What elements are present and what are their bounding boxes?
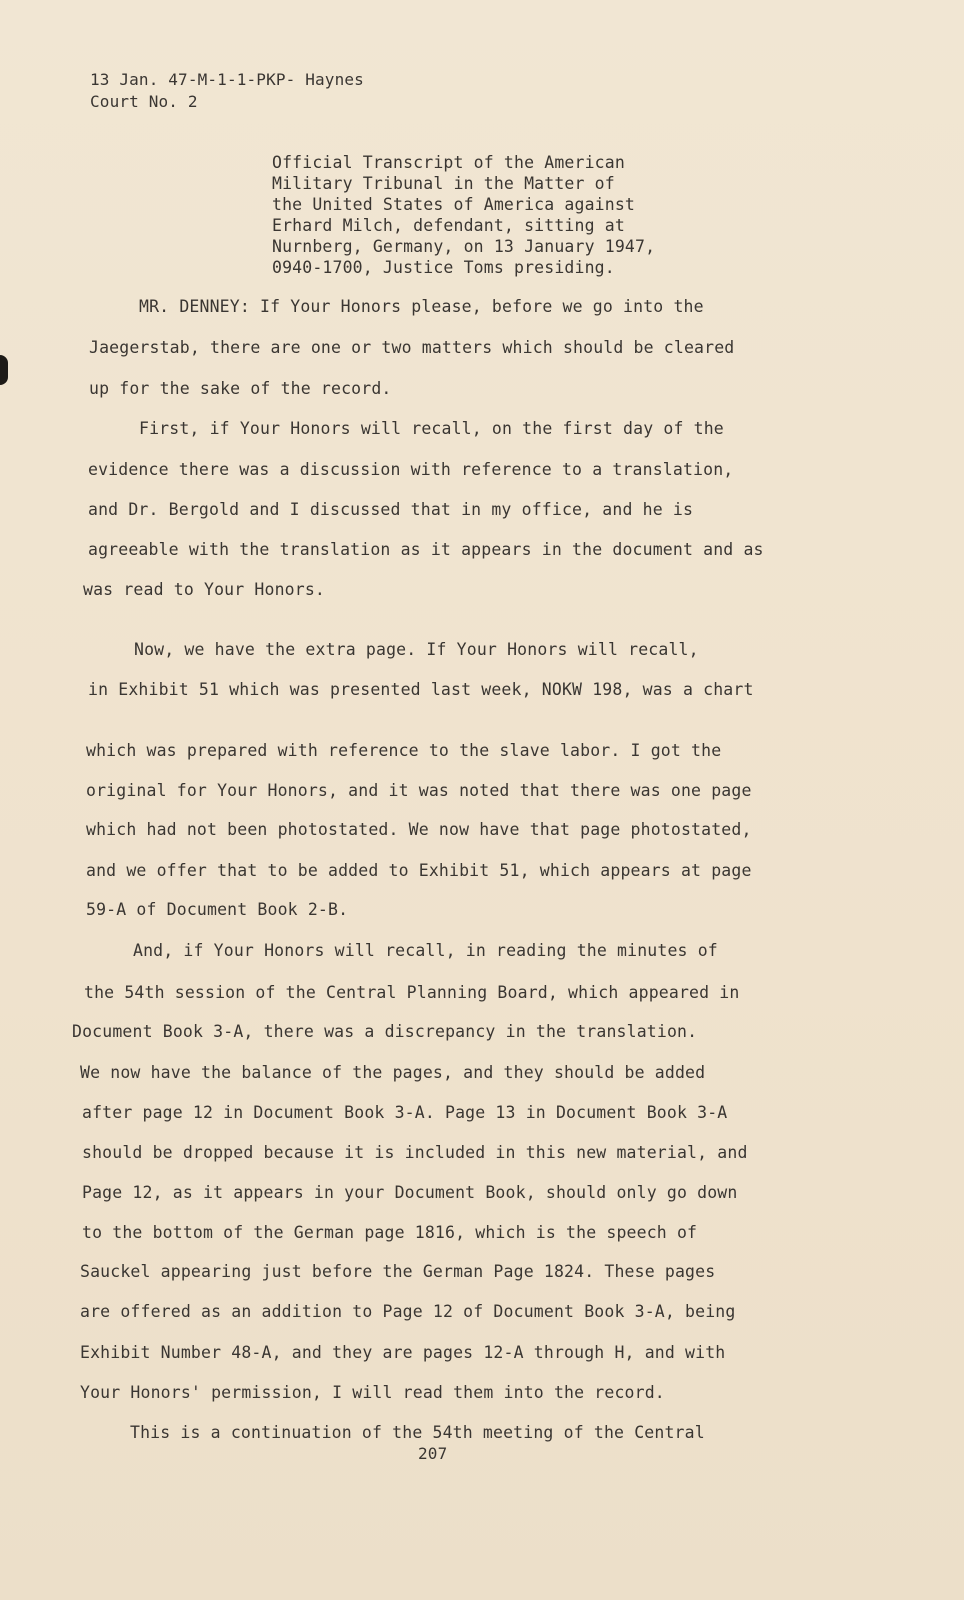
body-line: agreeable with the translation as it appears in the document and as [88, 540, 764, 559]
header-line-1: 13 Jan. 47-M-1-1-PKP- Haynes [90, 70, 364, 89]
body-line: First, if Your Honors will recall, on the first day of the [139, 419, 724, 438]
body-line: Document Book 3-A, there was a discrepancy in the translation. [72, 1022, 698, 1041]
caption-line: Nurnberg, Germany, on 13 January 1947, [272, 237, 656, 256]
body-line: evidence there was a discussion with reference to a translation, [88, 460, 734, 479]
body-line: original for Your Honors, and it was noted that there was one page [86, 781, 752, 800]
body-line: in Exhibit 51 which was presented last week, NOKW 198, was a chart [88, 680, 754, 699]
body-line: the 54th session of the Central Planning Board, which appeared in [84, 983, 740, 1002]
body-line: up for the sake of the record. [89, 379, 392, 398]
caption-line: Military Tribunal in the Matter of [272, 174, 615, 193]
body-line: Jaegerstab, there are one or two matters which should be cleared [89, 338, 735, 357]
body-line: are offered as an addition to Page 12 of Document Book 3-A, being [80, 1302, 736, 1321]
body-line: was read to Your Honors. [83, 580, 326, 599]
body-line: Exhibit Number 48-A, and they are pages 12-A through H, and with [80, 1343, 726, 1362]
body-line: and we offer that to be added to Exhibit 51, which appears at page [86, 861, 752, 880]
body-line: Your Honors' permission, I will read them into the record. [80, 1383, 665, 1402]
body-line: We now have the balance of the pages, and they should be added [80, 1063, 706, 1082]
header-line-2: Court No. 2 [90, 92, 198, 111]
body-line: And, if Your Honors will recall, in reading the minutes of [133, 941, 718, 960]
body-line: should be dropped because it is included in this new material, and [82, 1143, 748, 1162]
caption-line: Erhard Milch, defendant, sitting at [272, 216, 625, 235]
body-line: which had not been photostated. We now have that page photostated, [86, 820, 752, 839]
body-line: Sauckel appearing just before the German Page 1824. These pages [80, 1262, 716, 1281]
caption-line: the United States of America against [272, 195, 636, 214]
body-line: MR. DENNEY: If Your Honors please, before we go into the [139, 297, 704, 316]
body-line: Page 12, as it appears in your Document Book, should only go down [82, 1183, 738, 1202]
caption-line: 0940-1700, Justice Toms presiding. [272, 258, 615, 277]
body-line: and Dr. Bergold and I discussed that in my office, and he is [88, 500, 694, 519]
body-line: 59-A of Document Book 2-B. [86, 900, 349, 919]
page-number: 207 [418, 1444, 448, 1463]
body-line: Now, we have the extra page. If Your Honors will recall, [134, 640, 699, 659]
body-line: after page 12 in Document Book 3-A. Page 13 in Document Book 3-A [82, 1103, 728, 1122]
body-line: which was prepared with reference to the slave labor. I got the [86, 741, 722, 760]
body-line: This is a continuation of the 54th meeting of the Central [130, 1423, 705, 1442]
body-line: to the bottom of the German page 1816, which is the speech of [82, 1223, 698, 1242]
binding-hole-mark [0, 355, 8, 385]
caption-line: Official Transcript of the American [272, 153, 625, 172]
